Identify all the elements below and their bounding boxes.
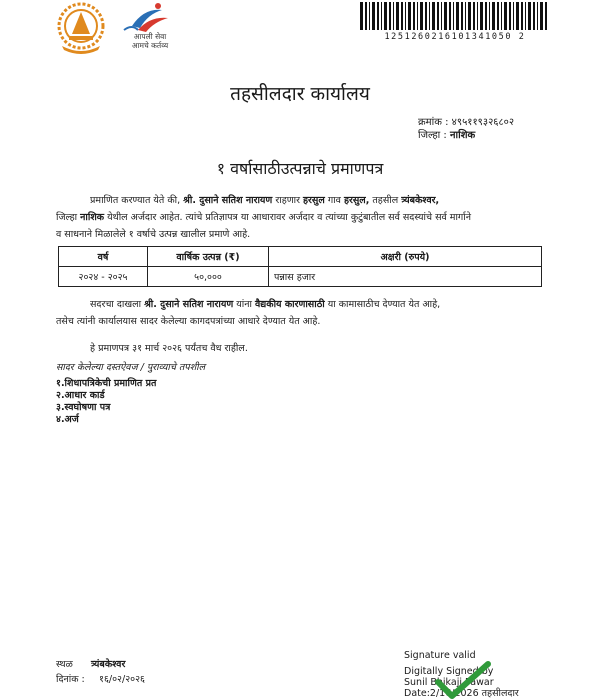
applicant-name: श्री. दुसाने सतिश नारायण <box>183 195 273 206</box>
header-year: वर्ष <box>59 247 148 267</box>
purpose-line-2: तसेच त्यांनी कार्यालयास सादर केलेल्या कागदपत्रांच्या आधारे देण्यात येत आहे. <box>56 316 321 327</box>
village-name: हरसुल <box>302 195 325 206</box>
documents-heading: सादर केलेल्या दस्तऐवज / पुराव्याचे तपशील <box>56 362 206 373</box>
district-label: जिल्हा : <box>418 130 447 141</box>
barcode-number: 1251260216101341050 2 <box>384 32 526 42</box>
logo-tagline: आपली सेवा आमचे कर्तव्य <box>131 32 169 50</box>
table-header-row <box>59 247 542 267</box>
date-label: दिनांक : <box>56 674 85 685</box>
certification-line-1: प्रमाणित करण्यात येते की, श्री. दुसाने सतिश नारायण राहणार हरसुल गाव हरसुल, तहसील त्र्यंबकेश्वर, <box>90 195 440 206</box>
district-value: नाशिक <box>449 130 476 141</box>
list-item: ३.स्वघोषणा पत्र <box>56 402 111 413</box>
header-in-words: अक्षरी (रुपये) <box>269 247 542 267</box>
table-row <box>59 267 542 287</box>
date-value: १६/०२/२०२६ <box>99 674 145 685</box>
cell-year: २०२४ - २०२५ <box>59 267 148 287</box>
place-info <box>56 657 125 670</box>
certificate-title: १ वर्षासाठीउत्पन्नाचे प्रमाणपत्र <box>216 159 384 178</box>
certification-line-3: व साधनाने मिळालेले १ वर्षाचे उत्पन्न खालील प्रमाणे आहे. <box>56 229 251 240</box>
barcode-icon <box>360 2 548 30</box>
purpose-line-1: सदरचा दाखला श्री. दुसाने सतिश नारायण यांना वैद्यकीय कारणासाठी या कामासाठीच देण्यात येत आहे, <box>90 299 441 310</box>
cell-words: पन्नास हजार <box>269 267 542 287</box>
maharashtra-emblem-icon <box>50 0 112 56</box>
serial-label: क्रमांक : <box>418 117 449 128</box>
validity-text: हे प्रमाणपत्र ३१ मार्च २०२६ पर्यंतच वैध राहील. <box>90 343 248 354</box>
aaple-seva-logo-icon <box>118 0 178 34</box>
header-annual-income: वार्षिक उत्पन्न (₹) <box>148 247 269 267</box>
documents-list <box>56 362 205 426</box>
list-item: २.आधार कार्ड <box>56 390 105 401</box>
place-value: त्र्यंबकेश्वर <box>91 659 126 670</box>
list-item: १.शिधापत्रिकेची प्रमाणित प्रत <box>56 378 157 389</box>
list-item: ४.अर्ज <box>56 414 79 425</box>
place-label: स्थळ <box>56 659 73 670</box>
serial-number <box>418 114 514 128</box>
cell-income: ५०,००० <box>148 267 269 287</box>
taluka-name: त्र्यंबकेश्वर, <box>401 195 440 206</box>
serial-value: ४९५११९३२६८०२ <box>451 117 515 128</box>
income-table <box>58 246 542 287</box>
signature-valid-check-icon <box>432 660 492 700</box>
date-info <box>56 672 145 685</box>
office-title: तहसीलदार कार्यालय <box>230 83 370 105</box>
certification-line-2: जिल्हा नाशिक येथील अर्जदार आहेत. त्यांचे प्रतिज्ञापत्र या आधारावर अर्जदार व त्यांच्या कुटुंबातील सर्व सदस्यांचे सर्व मार्गाने <box>56 212 472 223</box>
district-info <box>418 127 475 141</box>
digital-signature: Signature valid Digitally Signed by Sunil Bhikaji Pawar Date:2/16/2026 तहसीलदार <box>404 650 519 699</box>
purpose-text: वैद्यकीय कारणासाठी <box>255 299 325 310</box>
